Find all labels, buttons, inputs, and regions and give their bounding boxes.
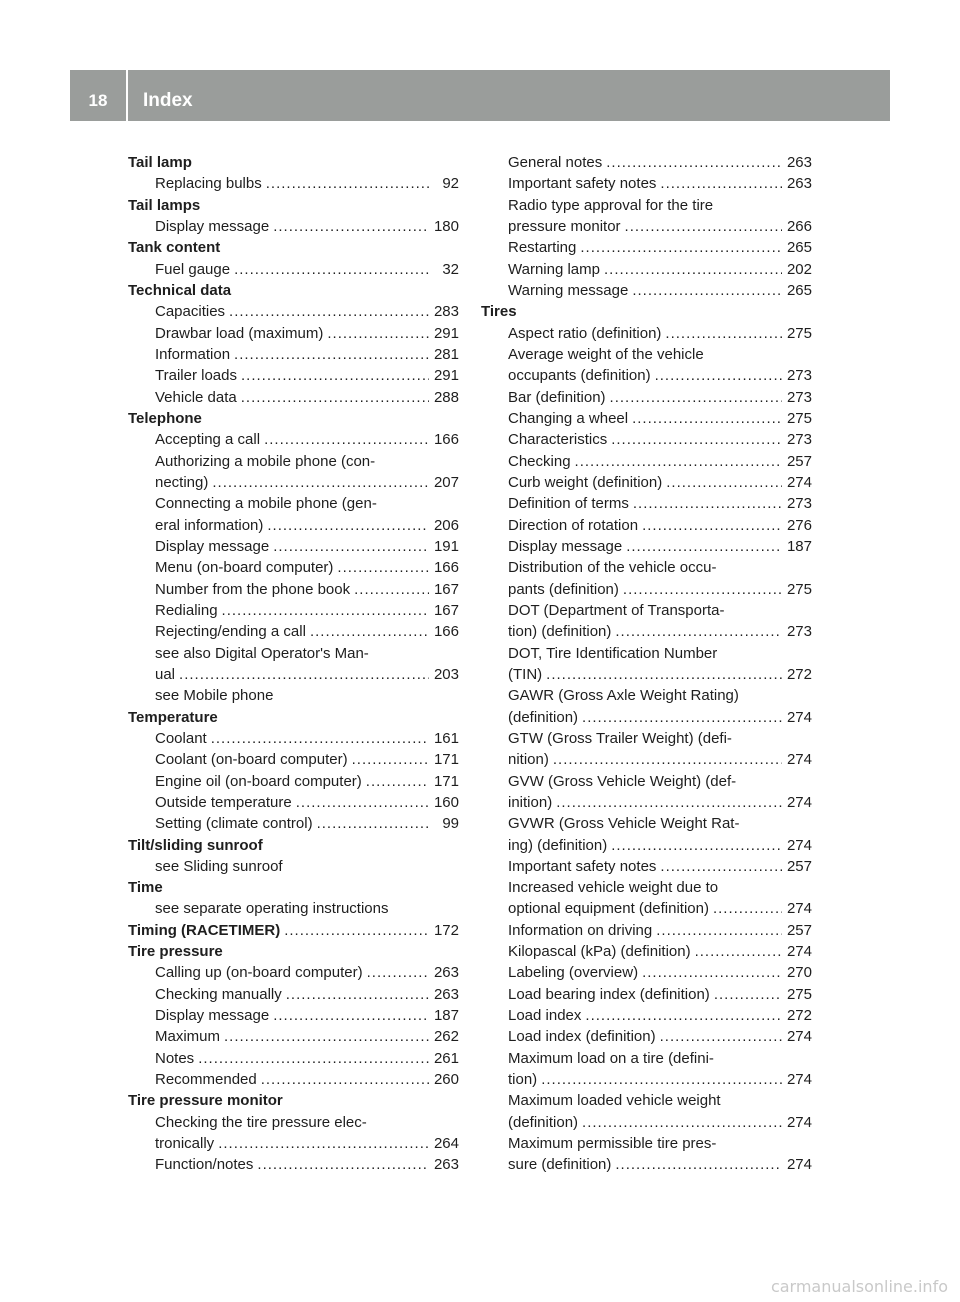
entry-page-number: 274: [786, 900, 812, 918]
entry-page-number: 171: [433, 772, 459, 790]
dot-leader: [354, 579, 429, 600]
dot-leader: [211, 728, 429, 749]
entry-label: Recommended: [155, 1071, 257, 1089]
index-subentry: [481, 920, 812, 941]
entry-page-number: 275: [786, 409, 812, 427]
entry-page-number: 166: [433, 559, 459, 577]
dot-leader: [582, 707, 782, 728]
entry-page-number: 160: [433, 793, 459, 811]
entry-page-number: 263: [433, 1156, 459, 1174]
index-subentry: [128, 600, 459, 621]
dot-leader: [337, 557, 429, 578]
entry-page-number: 261: [433, 1049, 459, 1067]
index-heading: Tank content: [128, 239, 221, 257]
entry-label: Fuel gauge: [155, 260, 231, 278]
entry-label: Important safety notes: [508, 175, 657, 193]
entry-label: Coolant (on-board computer): [155, 751, 348, 769]
entry-label: Menu (on-board computer): [155, 559, 334, 577]
entry-page-number: 32: [442, 260, 459, 278]
entry-label: Function/notes: [155, 1156, 254, 1174]
entry-label: eral information): [155, 516, 264, 534]
dot-leader: [611, 835, 782, 856]
entry-label: Display message: [155, 217, 270, 235]
dot-leader: [286, 984, 429, 1005]
dot-leader: [198, 1048, 429, 1069]
dot-leader: [310, 621, 429, 642]
index-subentry: [481, 984, 812, 1005]
entry-page-number: 281: [433, 345, 459, 363]
dot-leader: [656, 920, 782, 941]
index-subentry: [128, 259, 459, 280]
entry-page-number: 283: [433, 303, 459, 321]
dot-leader: [556, 792, 782, 813]
index-subentry: [128, 515, 459, 536]
entry-page-number: 263: [786, 154, 812, 171]
entry-label: Information on driving: [508, 921, 653, 939]
index-subentry: [481, 493, 812, 514]
entry-label: tion) (definition): [508, 623, 612, 641]
index-subentry: [128, 813, 459, 834]
entry-label: Labeling (overview): [508, 964, 639, 982]
index-subentry: [481, 856, 812, 877]
entry-page-number: 273: [786, 623, 812, 641]
entry-page-number: 270: [786, 964, 812, 982]
index-heading: Tail lamps: [128, 196, 201, 214]
index-heading: Technical data: [128, 281, 232, 299]
entry-page-number: 206: [433, 516, 459, 534]
index-subentry: [481, 472, 812, 493]
entry-page-number: 275: [786, 580, 812, 598]
entry-page-number: 257: [786, 921, 812, 939]
dot-leader: [284, 920, 429, 941]
dot-leader: [615, 621, 782, 642]
entry-label: Warning lamp: [508, 260, 600, 278]
dot-leader: [642, 962, 782, 983]
entry-label: General notes: [508, 154, 603, 171]
entry-page-number: 203: [433, 665, 459, 683]
entry-page-number: 274: [786, 751, 812, 769]
dot-leader: [606, 152, 782, 173]
entry-label: optional equipment (definition): [508, 900, 709, 918]
dot-leader: [660, 1026, 782, 1047]
entry-label: Direction of rotation: [508, 516, 639, 534]
dot-leader: [660, 856, 782, 877]
entry-page-number: 257: [786, 857, 812, 875]
entry-page-number: 266: [786, 217, 812, 235]
entry-page-number: 274: [786, 708, 812, 726]
index-subentry: [481, 898, 812, 919]
entry-label: Timing (RACETIMER): [128, 921, 281, 939]
entry-page-number: 288: [433, 388, 459, 406]
entry-page-number: 273: [786, 495, 812, 513]
dot-leader: [623, 579, 782, 600]
index-heading: Tires: [481, 303, 517, 321]
dot-leader: [179, 664, 429, 685]
index-subentry: [481, 749, 812, 770]
dot-leader: [234, 344, 429, 365]
dot-leader: [327, 323, 429, 344]
dot-leader: [625, 216, 782, 237]
entry-label: necting): [155, 473, 209, 491]
entry-page-number: 274: [786, 793, 812, 811]
index-subentry: [128, 728, 459, 749]
index-subentry: [128, 387, 459, 408]
dot-leader: [266, 173, 429, 194]
entry-label: Setting (climate control): [155, 815, 313, 833]
dot-leader: [273, 536, 429, 557]
index-subentry: [128, 1133, 459, 1154]
index-subentry: [128, 1154, 459, 1175]
dot-leader: [615, 1154, 782, 1175]
dot-leader: [222, 600, 429, 621]
dot-leader: [714, 984, 782, 1005]
index-subentry: [128, 344, 459, 365]
entry-page-number: 166: [433, 623, 459, 641]
entry-page-number: 187: [786, 537, 812, 555]
entry-label: Display message: [155, 537, 270, 555]
header-divider: [126, 70, 128, 121]
entry-page-number: 272: [786, 665, 812, 683]
index-subentry-text: Connecting a mobile phone (gen-: [155, 495, 377, 513]
dot-leader: [553, 749, 782, 770]
page-number: 18: [88, 91, 108, 110]
index-subentry-text: Increased vehicle weight due to: [508, 879, 719, 897]
dot-leader: [546, 664, 782, 685]
index-subentry: [481, 1005, 812, 1026]
entry-label: Load index (definition): [508, 1028, 656, 1046]
entry-page-number: 180: [433, 217, 459, 235]
entry-page-number: 167: [433, 601, 459, 619]
index-subentry-text: see Mobile phone: [155, 687, 274, 705]
page-header: [70, 70, 890, 121]
dot-leader: [695, 941, 782, 962]
index-subentry: [128, 1005, 459, 1026]
index-subentry: [481, 707, 812, 728]
dot-leader: [224, 1026, 429, 1047]
dot-leader: [611, 429, 782, 450]
index-subentry: [128, 579, 459, 600]
index-subentry: [481, 173, 812, 194]
dot-leader: [257, 1154, 429, 1175]
entry-label: Notes: [155, 1049, 195, 1067]
entry-page-number: 274: [786, 836, 812, 854]
entry-page-number: 273: [786, 367, 812, 385]
dot-leader: [666, 472, 782, 493]
index-subentry: [128, 1048, 459, 1069]
dot-leader: [632, 408, 782, 429]
index-subentry-text: Radio type approval for the tire: [508, 196, 714, 214]
entry-label: Number from the phone book: [155, 580, 351, 598]
index-subentry: [481, 216, 812, 237]
index-subentry-text: Average weight of the vehicle: [508, 345, 704, 363]
entry-page-number: 274: [786, 1071, 812, 1089]
entry-label: Characteristics: [508, 431, 608, 449]
entry-page-number: 274: [786, 1028, 812, 1046]
entry-label: Definition of terms: [508, 495, 629, 513]
index-subentry: [128, 749, 459, 770]
index-subentry-text: GAWR (Gross Axle Weight Rating): [508, 687, 739, 705]
entry-page-number: 274: [786, 943, 812, 961]
index-subentry: [128, 771, 459, 792]
index-subentry: [481, 941, 812, 962]
dot-leader: [267, 515, 429, 536]
index-subentry-text: DOT, Tire Identification Number: [508, 644, 718, 662]
entry-page-number: 187: [433, 1007, 459, 1025]
entry-page-number: 257: [786, 452, 812, 470]
entry-page-number: 276: [786, 516, 812, 534]
index-subentry: [128, 365, 459, 386]
entry-page-number: 161: [433, 729, 459, 747]
dot-leader: [610, 387, 782, 408]
index-subentry: [481, 1069, 812, 1090]
entry-page-number: 207: [433, 473, 459, 491]
index-subentry: [481, 280, 812, 301]
index-subentry: [128, 962, 459, 983]
entry-label: (TIN): [508, 665, 543, 683]
index-subentry: [481, 835, 812, 856]
entry-label: (definition): [508, 708, 579, 726]
entry-label: Changing a wheel: [508, 409, 629, 427]
entry-page-number: 265: [786, 239, 812, 257]
index-subentry-text: DOT (Department of Transporta-: [508, 601, 725, 619]
index-subentry: [128, 984, 459, 1005]
index-subentry-text: GVW (Gross Vehicle Weight) (def-: [508, 772, 737, 790]
index-column-right: [481, 152, 812, 1176]
dot-leader: [273, 1005, 429, 1026]
entry-page-number: 202: [786, 260, 812, 278]
index-subentry: [481, 387, 812, 408]
index-subentry: [481, 792, 812, 813]
index-subentry: [481, 323, 812, 344]
entry-page-number: 263: [786, 175, 812, 193]
index-heading: Telephone: [128, 409, 202, 427]
index-subentry: [128, 173, 459, 194]
entry-label: ing) (definition): [508, 836, 608, 854]
index-subentry-text: GTW (Gross Trailer Weight) (defi-: [508, 729, 732, 747]
entry-label: Engine oil (on-board computer): [155, 772, 362, 790]
dot-leader: [264, 429, 429, 450]
entry-label: pressure monitor: [508, 217, 621, 235]
entry-page-number: 172: [433, 921, 459, 939]
dot-leader: [642, 515, 782, 536]
dot-leader: [713, 898, 782, 919]
entry-label: occupants (definition): [508, 367, 651, 385]
entry-label: ual: [155, 665, 176, 683]
index-subentry: [481, 408, 812, 429]
index-subentry: [128, 621, 459, 642]
index-subentry: [128, 472, 459, 493]
entry-page-number: 99: [442, 815, 459, 833]
dot-leader: [632, 280, 782, 301]
entry-page-number: 260: [433, 1071, 459, 1089]
dot-leader: [665, 323, 782, 344]
index-heading: Tire pressure monitor: [128, 1092, 283, 1110]
entry-page-number: 171: [433, 751, 459, 769]
index-subentry-text: Authorizing a mobile phone (con-: [155, 452, 376, 470]
watermark: carmanualsonline.info: [770, 1277, 948, 1296]
index-subentry: [481, 664, 812, 685]
entry-label: Kilopascal (kPa) (definition): [508, 943, 691, 961]
dot-leader: [585, 1005, 782, 1026]
entry-page-number: 275: [786, 985, 812, 1003]
entry-label: Vehicle data: [155, 388, 237, 406]
entry-label: tronically: [155, 1135, 215, 1153]
entry-label: inition): [508, 793, 553, 811]
index-subentry: [128, 323, 459, 344]
dot-leader: [366, 771, 429, 792]
entry-label: sure (definition): [508, 1156, 612, 1174]
entry-page-number: 274: [786, 473, 812, 491]
index-subentry-text: Checking the tire pressure elec-: [155, 1113, 367, 1131]
index-heading: Tail lamp: [128, 154, 192, 171]
entry-label: Calling up (on-board computer): [155, 964, 363, 982]
dot-leader: [218, 1133, 429, 1154]
entry-label: Load index: [508, 1007, 582, 1025]
index-subentry: [481, 152, 812, 173]
entry-label: Important safety notes: [508, 857, 657, 875]
entry-page-number: 291: [433, 367, 459, 385]
entry-label: nition): [508, 751, 549, 769]
entry-label: Display message: [155, 1007, 270, 1025]
index-subentry: [128, 1069, 459, 1090]
entry-label: Checking manually: [155, 985, 282, 1003]
dot-leader: [633, 493, 782, 514]
index-heading-entry: [128, 920, 459, 941]
entry-page-number: 263: [433, 985, 459, 1003]
index-subentry: [128, 1026, 459, 1047]
entry-label: (definition): [508, 1113, 579, 1131]
entry-page-number: 263: [433, 964, 459, 982]
index-subentry-text: see Sliding sunroof: [155, 857, 283, 875]
dot-leader: [261, 1069, 429, 1090]
entry-label: Trailer loads: [155, 367, 237, 385]
entry-label: Curb weight (definition): [508, 473, 663, 491]
index-subentry: [128, 216, 459, 237]
entry-label: Aspect ratio (definition): [508, 324, 662, 342]
index-subentry: [481, 962, 812, 983]
entry-page-number: 291: [433, 324, 459, 342]
dot-leader: [229, 301, 429, 322]
entry-label: Checking: [508, 452, 571, 470]
entry-page-number: 274: [786, 1113, 812, 1131]
entry-page-number: 167: [433, 580, 459, 598]
index-subentry-text: see also Digital Operator's Man-: [155, 644, 369, 662]
entry-page-number: 265: [786, 281, 812, 299]
entry-page-number: 273: [786, 431, 812, 449]
entry-page-number: 273: [786, 388, 812, 406]
entry-label: Redialing: [155, 601, 218, 619]
index-subentry: [128, 536, 459, 557]
index-subentry: [128, 301, 459, 322]
index-subentry: [128, 792, 459, 813]
entry-label: Capacities: [155, 303, 226, 321]
dot-leader: [273, 216, 429, 237]
entry-label: Rejecting/ending a call: [155, 623, 306, 641]
dot-leader: [582, 1112, 782, 1133]
entry-label: tion): [508, 1071, 538, 1089]
entry-label: Load bearing index (definition): [508, 985, 710, 1003]
entry-page-number: 262: [433, 1028, 459, 1046]
entry-page-number: 166: [433, 431, 459, 449]
dot-leader: [580, 237, 782, 258]
index-subentry: [481, 259, 812, 280]
index-subentry: [481, 451, 812, 472]
dot-leader: [317, 813, 429, 834]
index-subentry: [481, 621, 812, 642]
dot-leader: [212, 472, 429, 493]
index-subentry: [481, 536, 812, 557]
dot-leader: [626, 536, 782, 557]
entry-label: Information: [155, 345, 231, 363]
dot-leader: [367, 962, 429, 983]
index-subentry: [481, 365, 812, 386]
dot-leader: [660, 173, 782, 194]
index-subentry: [128, 557, 459, 578]
dot-leader: [541, 1069, 782, 1090]
index-heading: Temperature: [128, 708, 218, 726]
index-subentry-text: GVWR (Gross Vehicle Weight Rat-: [508, 815, 740, 833]
index-subentry: [481, 237, 812, 258]
index-subentry: [481, 515, 812, 536]
entry-label: Display message: [508, 537, 623, 555]
index-subentry-text: see separate operating instructions: [155, 900, 389, 918]
dot-leader: [234, 259, 429, 280]
index-subentry: [481, 579, 812, 600]
entry-page-number: 275: [786, 324, 812, 342]
index-heading: Time: [128, 879, 163, 897]
entry-page-number: 272: [786, 1007, 812, 1025]
entry-label: Warning message: [508, 281, 629, 299]
index-subentry: [481, 1026, 812, 1047]
entry-label: Replacing bulbs: [155, 175, 262, 193]
index-subentry-text: Maximum load on a tire (defini-: [508, 1049, 714, 1067]
dot-leader: [655, 365, 782, 386]
index-heading: Tire pressure: [128, 943, 223, 961]
index-subentry: [481, 429, 812, 450]
index-subentry: [128, 429, 459, 450]
index-subentry-text: Maximum loaded vehicle weight: [508, 1092, 721, 1110]
dot-leader: [352, 749, 429, 770]
dot-leader: [241, 365, 429, 386]
entry-label: Drawbar load (maximum): [155, 324, 324, 342]
dot-leader: [241, 387, 429, 408]
dot-leader: [575, 451, 782, 472]
entry-page-number: 191: [433, 537, 459, 555]
entry-label: Accepting a call: [155, 431, 261, 449]
entry-page-number: 92: [442, 175, 459, 193]
entry-label: Maximum: [155, 1028, 221, 1046]
dot-leader: [604, 259, 782, 280]
entry-label: Bar (definition): [508, 388, 606, 406]
dot-leader: [296, 792, 429, 813]
entry-label: Restarting: [508, 239, 577, 257]
index-subentry: [481, 1112, 812, 1133]
entry-page-number: 274: [786, 1156, 812, 1174]
entry-label: pants (definition): [508, 580, 619, 598]
entry-label: Outside temperature: [155, 793, 292, 811]
index-heading: Tilt/sliding sunroof: [128, 836, 263, 854]
index-subentry-text: Maximum permissible tire pres-: [508, 1135, 717, 1153]
index-subentry: [481, 1154, 812, 1175]
index-subentry-text: Distribution of the vehicle occu-: [508, 559, 717, 577]
index-column-left: [128, 152, 459, 1176]
page-title: Index: [143, 90, 193, 111]
entry-label: Coolant: [155, 729, 207, 747]
index-subentry: [128, 664, 459, 685]
entry-page-number: 264: [433, 1135, 459, 1153]
